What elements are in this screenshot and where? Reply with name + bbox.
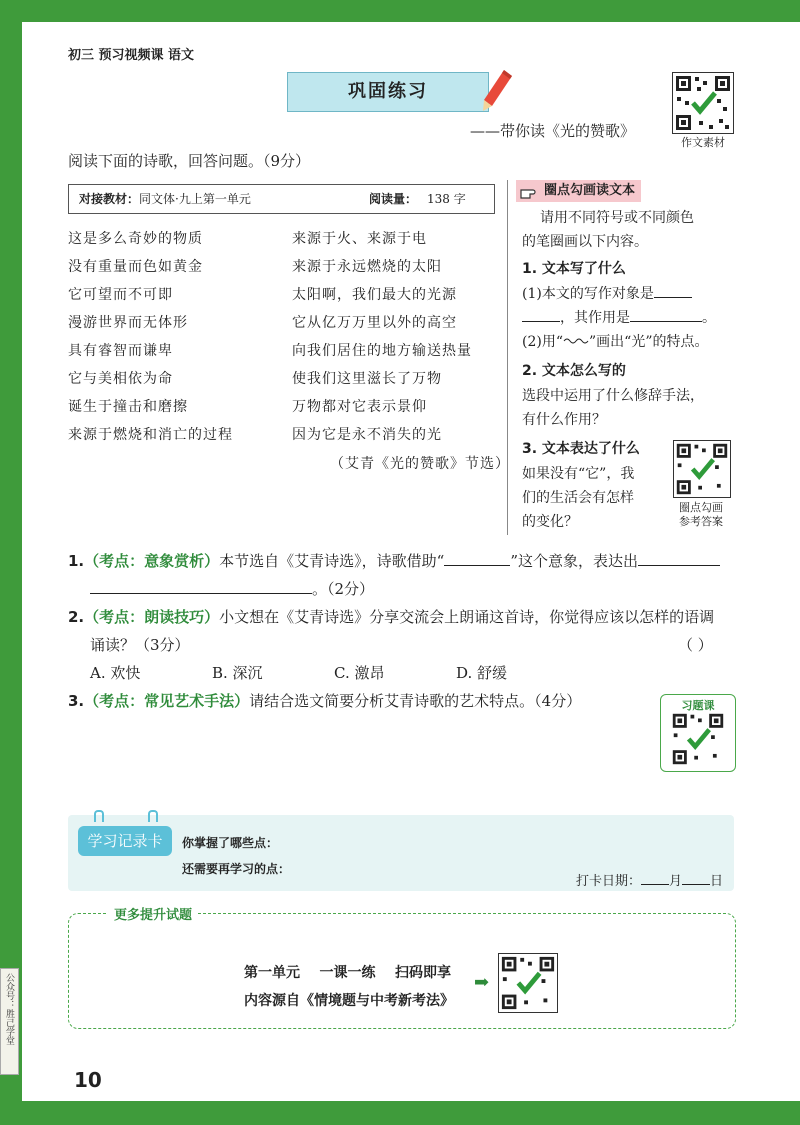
poem-line: 漫游世界而无体形 [68,315,188,331]
month-label: 月 [669,874,683,889]
poem-line: 没有重量而色如黄金 [68,259,203,275]
arrow-right-icon: ➡ [474,972,490,993]
side-intro: 请用不同符号或不同颜色 [540,210,694,226]
answer-blank[interactable] [522,307,560,322]
question-text: 请结合选文简要分析艾青诗歌的艺术特点。（4分） [249,692,582,710]
answer-blank[interactable] [638,551,720,566]
poem-line: 使我们这里滋长了万物 [292,371,442,387]
info-label-1: 对接教材： [79,192,140,206]
side-line: 有什么作用？ [522,412,606,428]
question-tag: （考点：朗读技巧） [84,608,220,626]
question-number: 1. [68,552,85,570]
more-exercises-title: 更多提升试题 [108,904,198,923]
poem-line: 万物都对它表示景仰 [292,399,427,415]
qr-code-icon[interactable] [498,953,558,1013]
option-d[interactable]: D. 舒缓 [456,664,508,682]
column-divider [507,180,508,535]
poem-line: 具有睿智而谦卑 [68,343,173,359]
poem-line: 来源于燃烧和消亡的过程 [68,427,233,443]
page-header: 初三 预习视频课 语文 [68,48,195,63]
qr-code-icon[interactable] [670,711,726,771]
side-strip [0,968,19,1075]
options-row [90,662,578,683]
question-text: 本节选自《艾青诗选》，诗歌借助“ [219,552,445,570]
question-text: ”这个意象，表达出 [510,552,638,570]
qr-caption: 作文素材 [681,136,725,149]
page-frame-left [0,0,22,1125]
record-line-2: 还需要再学习的点： [182,862,291,876]
poem-line: 因为它是永不消失的光 [292,427,442,443]
answer-blank[interactable] [654,283,692,298]
info-label-2: 阅读量： [369,192,418,206]
side-line: 的变化？ [522,514,578,530]
qr-code-icon[interactable] [673,440,731,498]
poem-line: 来源于永远燃烧的太阳 [292,259,442,275]
poem-line: 来源于火、来源于电 [292,231,427,247]
side-line: 们的生活会有怎样 [522,490,634,506]
question-number: 2. [68,608,85,626]
question-tag: （考点：常见艺术手法） [84,692,250,710]
side-intro: 的笔圈画以下内容。 [522,234,648,250]
section-title: 巩固练习 [287,72,489,112]
page-frame-bottom [0,1101,800,1125]
side-text-span: ”画出“光”的特点。 [589,334,709,350]
page-number: 10 [74,1068,102,1092]
lesson-qr-card[interactable] [660,694,736,772]
question-text: 小文想在《艾青诗选》分享交流会上朗诵这首诗，你觉得应该以怎样的语调 [219,608,715,626]
month-field[interactable] [641,872,669,885]
side-line [522,282,692,306]
option-b[interactable]: B. 深沉 [212,664,263,682]
question-1 [68,550,720,572]
side-line: 如果没有“它”，我 [522,466,635,482]
more-line-2: 内容源自《情境题与中考新考法》 [244,993,454,1009]
option-c[interactable]: C. 激昂 [334,664,385,682]
date-label: 打卡日期： [576,874,642,889]
binder-ring-icon [148,810,158,822]
answer-paren[interactable]: （ ） [678,636,713,654]
answer-blank[interactable] [630,307,702,322]
poem-line: 它与美相依为命 [68,371,173,387]
question-tag: （考点：意象赏析） [84,552,220,570]
binder-ring-icon [94,810,104,822]
side-heading: 1. 文本写了什么 [522,261,626,277]
poem-line: 诞生于撞击和磨擦 [68,399,188,415]
poem-source: （艾青《光的赞歌》节选） [330,456,510,472]
record-card-tag: 学习记录卡 [78,826,172,856]
info-value-1: 同文体·九上第一单元 [139,192,251,206]
wavy-line-icon [563,336,589,346]
side-text-span: ，其作用是 [560,310,630,326]
day-field[interactable] [682,872,710,885]
day-label: 日 [710,874,724,889]
pencil-icon [480,68,514,116]
question-number: 3. [68,692,85,710]
side-text-span: (1)本文的写作对象是 [522,286,654,302]
qr-caption: 圈点勾画 [679,501,723,514]
question-2 [68,606,714,628]
side-heading: 2. 文本怎么写的 [522,363,626,379]
side-heading: 3. 文本表达了什么 [522,441,640,457]
option-a[interactable]: A. 欢快 [90,664,141,682]
poem-line: 太阳啊，我们最大的光源 [292,287,457,303]
lesson-qr-label: 习题课 [681,699,715,712]
qr-code-icon[interactable] [672,72,734,134]
section-subtitle: ——带你读《光的赞歌》 [470,122,636,140]
page-frame-top [0,0,800,22]
poem-line: 这是多么奇妙的物质 [68,231,203,247]
side-strip-text: 公众号：胜己学堂 [4,973,14,1045]
annotation-tag-label: 圈点勾画读文本 [544,183,636,198]
reading-instruction: 阅读下面的诗歌，回答问题。（9分） [68,152,311,170]
side-text-span: (2)用“ [522,334,563,350]
record-line-1: 你掌握了哪些点： [182,836,279,850]
info-box [68,184,495,214]
side-line [522,330,708,354]
poem-line: 它可望而不可即 [68,287,173,303]
question-text: 。（2分） [312,580,375,598]
question-3 [68,690,581,712]
poem-line: 它从亿万万里以外的高空 [292,315,457,331]
answer-blank[interactable] [444,551,510,566]
poem-line: 向我们居住的地方输送热量 [292,343,472,359]
more-line-1: 第一单元 一课一练 扫码即享 [244,965,451,981]
qr-caption: 参考答案 [679,515,723,528]
question-2-cont: 诵读？（3分） [90,636,190,654]
answer-blank[interactable] [90,579,312,594]
side-line: 选段中运用了什么修辞手法， [522,388,704,404]
info-value-2: 138 字 [427,192,466,206]
side-line [522,306,716,330]
pointing-hand-icon [519,182,541,204]
check-in-date [576,870,723,889]
side-text-span: 。 [702,310,716,326]
question-1-cont [90,578,374,600]
